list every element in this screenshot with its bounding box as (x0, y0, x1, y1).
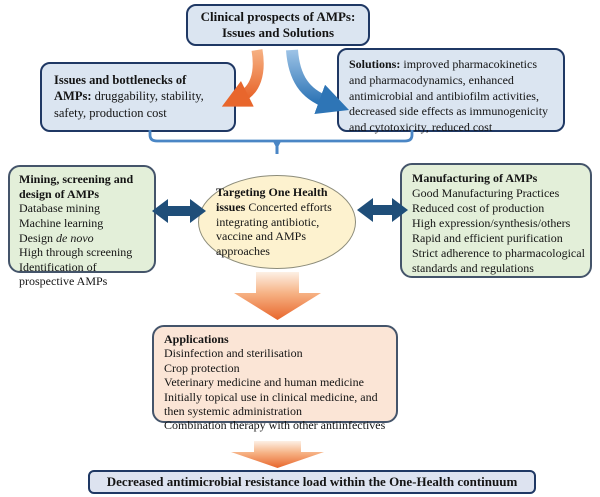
mining-title: Mining, screening and design of AMPs (19, 172, 134, 201)
applications-box (152, 325, 398, 433)
blue-curved-arrow-icon (292, 50, 327, 102)
manufacturing-item: Reduced cost of production (412, 201, 545, 215)
one-health-ellipse (198, 175, 356, 269)
manufacturing-title: Manufacturing of AMPs (412, 171, 538, 185)
mining-item: High through screening (19, 245, 133, 260)
ellipse-title: Targeting One Health issues (216, 185, 328, 215)
title-box-text: Clinical prospects of AMPs: Issues and Solutions (200, 8, 356, 40)
applications-item: Disinfection and sterilisation (164, 346, 303, 361)
mining-box (8, 165, 156, 289)
manufacturing-item: High expression/synthesis/others (412, 216, 571, 230)
solutions-body: improved pharmacokinetics and pharmacodynamics, enhanced antimicrobial and antibiofilm activities, decreased side effects as immunogenicity and cytotoxicity, reduced cost (349, 57, 549, 135)
mining-item: Machine learning (19, 215, 104, 230)
down-arrow-upper-icon (234, 272, 321, 320)
outcome-box (88, 470, 536, 494)
down-arrow-lower-icon (231, 441, 324, 468)
ellipse-body: Concerted efforts integrating antibiotic, vaccine and AMPs approaches (216, 200, 332, 258)
applications-item: Combination therapy with other antiinfectives (164, 418, 386, 433)
manufacturing-item: Strict adherence to pharmacological standards and regulations (412, 246, 585, 275)
orange-curved-arrow-icon (241, 50, 258, 97)
mining-item: Database mining (19, 201, 100, 216)
applications-item: Initially topical use in clinical medicine, and then systemic administration (164, 389, 378, 418)
applications-title: Applications (164, 332, 229, 346)
applications-item: Crop protection (164, 360, 240, 375)
mining-item: Identification of prospective AMPs (19, 259, 108, 289)
solutions-box (337, 48, 565, 135)
applications-item: Veterinary medicine and human medicine (164, 375, 364, 390)
outcome-text: Decreased antimicrobial resistance load within the One-Health continuum (106, 474, 518, 489)
title-box (186, 4, 370, 46)
solutions-label: Solutions: (349, 57, 401, 71)
issues-body: druggability, stability, safety, production cost (54, 89, 204, 120)
mining-item: Design de novo (19, 230, 94, 245)
manufacturing-item: Good Manufacturing Practices (412, 186, 560, 200)
issues-box (40, 62, 236, 132)
issues-label: Issues and bottlenecks of AMPs: (54, 73, 187, 104)
manufacturing-item: Rapid and efficient purification (412, 231, 563, 245)
manufacturing-box (400, 163, 592, 278)
